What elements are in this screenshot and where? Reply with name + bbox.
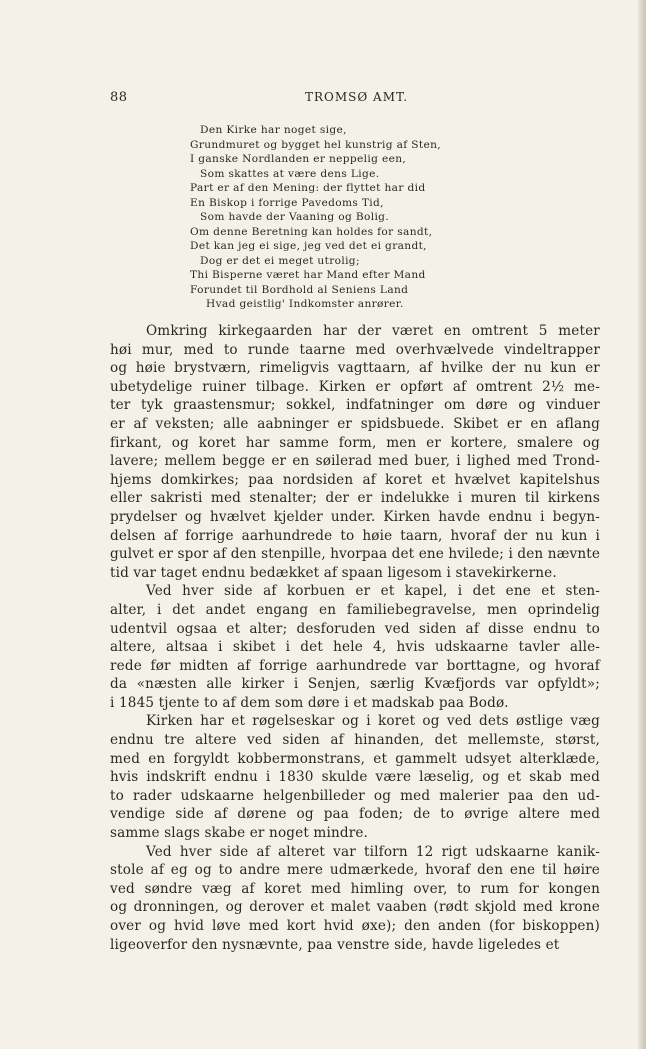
body-line: altere, altsaa i skibet i det hele 4, hvis udskaarne tavler alle-	[110, 639, 601, 656]
body-line: hvis indskrift endnu i 1830 skulde være læselig, og et skab med	[110, 769, 600, 786]
body-line: ter tyk graastensmur; sokkel, indfatninger om døre og vinduer	[110, 397, 600, 414]
body-line: rede før midten af forrige aarhundrede var borttagne, og hvoraf	[110, 657, 600, 674]
body-line: og dronningen, og derover et malet vaaben (rødt skjold med krone	[110, 899, 600, 916]
poem-line: Det kan jeg ei sige, jeg ved det ei grandt,	[190, 240, 427, 252]
poem-line: Om denne Beretning kan holdes for sandt,	[190, 225, 433, 238]
body-line: med en forgyldt kobbermonstrans, et gammelt udsyet alterklæde,	[110, 750, 601, 767]
body-line: prydelser og hvælvet kjelder under. Kirken havde endnu i begyn-	[110, 508, 600, 525]
body-line: da «næsten alle kirker i Senjen, særlig Kvæfjords var opfyldt»;	[110, 676, 600, 693]
body-line: ligeoverfor den nysnævnte, paa venstre side, havde ligeledes et	[110, 936, 560, 953]
page-edge	[638, 0, 646, 1049]
body-line: stole af eg og to andre mere udmærkede, hvoraf den ene til høire	[110, 862, 600, 879]
body-line: ved søndre væg af koret med himling over, to rum for kongen	[110, 880, 600, 897]
poem-line: Som skattes at være dens Lige.	[200, 167, 380, 180]
body-line: udentvil ogsaa et alter; desforuden ved siden af disse endnu to	[110, 620, 600, 637]
body-line: delsen af forrige aarhundrede to høie taarn, hvoraf der nu kun i	[110, 527, 601, 544]
body-line: og høie brystværn, rimeligvis vagttaarn, af hvilke der nu kun er	[110, 360, 600, 377]
poem-line: Forundet til Bordhold al Seniens Land	[190, 283, 409, 296]
poem-line: Som havde der Vaaning og Bolig.	[200, 211, 390, 223]
body-line: ubetydelige ruiner tilbage. Kirken er opført af omtrent 2½ me-	[110, 378, 600, 395]
poem-line: Hvad geistlig' Indkomster anrører.	[206, 298, 404, 310]
body-line: gulvet er spor af den stenpille, hvorpaa det ene hvilede; i den nævnte	[110, 546, 601, 563]
body-line: firkant, og koret har samme form, men er kortere, smalere og	[110, 434, 600, 451]
body-line: vendige side af dørene og paa foden; de to øvrige altere med	[110, 806, 601, 823]
body-line: lavere; mellem begge er en søilerad med buer, i lighed med Trond-	[110, 453, 600, 470]
poem-line: Grundmuret og bygget hel kunstrig af Sten,	[190, 138, 442, 151]
poem-line: En Biskop i forrige Pavedoms Tid,	[190, 196, 384, 209]
poem-block	[190, 123, 510, 312]
body-line: Ved hver side af alteret var tilforn 12 rigt udskaarne kanik-	[146, 843, 600, 860]
poem-line: Dog er det ei meget utrolig;	[200, 254, 360, 267]
poem-line: Den Kirke har noget sige,	[200, 124, 347, 136]
body-line: eller sakristi med stenalter; der er indelukke i muren til kirkens	[110, 490, 600, 507]
body-line: alter, i det andet engang en familiebegravelse, men oprindelig	[110, 601, 601, 618]
body-text	[110, 322, 600, 954]
body-line: endnu tre altere ved siden af hinanden, det mellemste, størst,	[110, 732, 601, 749]
body-line: to rader udskaarne helgenbilleder og med malerier paa den ud-	[110, 787, 601, 804]
body-line: tid var taget endnu bedækket af spaan ligesom i stavekirkerne.	[110, 564, 557, 581]
body-line: over og hvid løve med kort hvid øxe); den anden (for biskoppen)	[110, 918, 600, 934]
poem-line: Thi Bisperne været har Mand efter Mand	[190, 269, 426, 281]
page-header	[110, 90, 538, 110]
body-line: Ved hver side af korbuen er et kapel, i det ene et sten-	[146, 583, 601, 600]
body-line: høi mur, med to runde taarne med overhvælvede vindeltrapper	[110, 341, 601, 358]
body-line: hjems domkirkes; paa nordsiden af koret et hvælvet kapitelshus	[110, 471, 601, 488]
poem-line: I ganske Nordlanden er neppelig een,	[190, 153, 407, 165]
poem-line: Part er af den Mening: der flyttet har did	[190, 182, 426, 194]
body-line: samme slags skabe er noget mindre.	[110, 825, 369, 842]
running-head: TROMSØ AMT.	[305, 90, 409, 104]
body-line: Kirken har et røgelseskar og i koret og ved dets østlige væg	[146, 713, 601, 730]
body-line: Omkring kirkegaarden har der været en omtrent 5 meter	[146, 323, 600, 339]
body-line: i 1845 tjente to af dem som døre i et madskab paa Bodø.	[110, 694, 509, 711]
body-line: er af veksten; alle aabninger er spidsbuede. Skibet er en aflang	[110, 415, 601, 432]
page-number: 88	[110, 90, 128, 105]
